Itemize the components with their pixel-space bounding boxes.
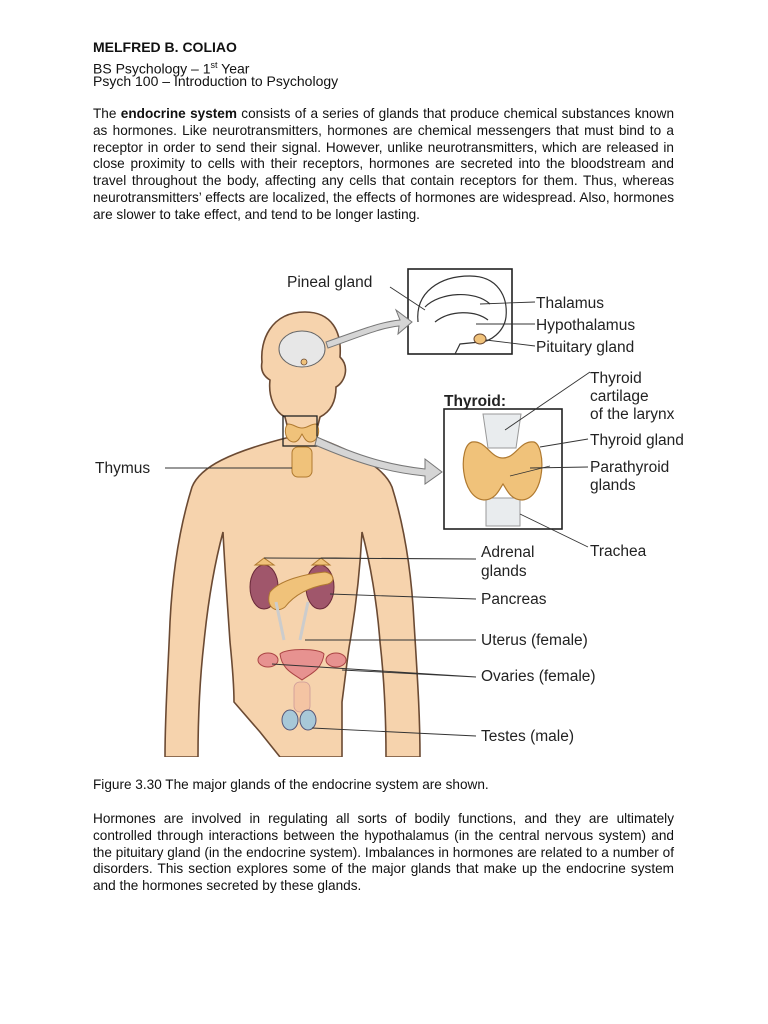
- left-ovary: [258, 653, 278, 667]
- label-pineal-gland: Pineal gland: [287, 274, 373, 291]
- label-trachea: Trachea: [590, 543, 647, 560]
- intro-term: endocrine system: [120, 106, 237, 121]
- label-pituitary-gland: Pituitary gland: [536, 339, 635, 356]
- label-thyroid-gland: Thyroid gland: [590, 432, 684, 449]
- label-parathyroid-1: Parathyroid: [590, 459, 670, 476]
- course-superscript: st: [210, 60, 218, 70]
- label-parathyroid-2: glands: [590, 477, 636, 494]
- label-adrenal-2: glands: [481, 563, 527, 580]
- label-ovaries: Ovaries (female): [481, 668, 596, 685]
- course-year: Year: [217, 60, 250, 77]
- right-ovary: [326, 653, 346, 667]
- label-hypothalamus: Hypothalamus: [536, 317, 636, 334]
- label-thalamus: Thalamus: [536, 295, 605, 312]
- pituitary-dot: [301, 359, 307, 365]
- penis: [294, 682, 310, 712]
- label-testes: Testes (male): [481, 728, 575, 745]
- endocrine-figure: [80, 262, 720, 757]
- course-text: BS Psychology – 1: [93, 60, 211, 77]
- intro-paragraph: [93, 106, 674, 224]
- label-thyroid-cartilage-1: Thyroid: [590, 370, 642, 387]
- endocrine-diagram: [80, 262, 720, 757]
- inset-trachea: [486, 498, 520, 526]
- inset-larynx: [483, 414, 521, 448]
- inset-pituitary: [474, 334, 486, 344]
- class-line: Psych 100 – Introduction to Psychology: [93, 73, 339, 89]
- left-testis: [282, 710, 298, 730]
- figure-caption: Figure 3.30 The major glands of the endocrine system are shown.: [93, 777, 489, 792]
- right-testis: [300, 710, 316, 730]
- label-pancreas: Pancreas: [481, 591, 547, 608]
- author-name: MELFRED B. COLIAO: [93, 39, 237, 55]
- brain-arrow: [326, 310, 412, 348]
- intro-post: consists of a series of glands that produce chemical substances known as hormones. Like neurotransmitters, hormones are chemical messengers that must bind to a receptor in order to send their signal. However, unlike neurotransmitters, which are released in close proximity to cells with their receptors, hormones are secreted into the bloodstream and travel throughout the body, affecting any cells that contain receptors for them. Thus, whereas neurotransmitters’ effects are localized, the effects of hormones are widespread. Also, hormones are slower to take effect, and tend to be longer lasting.: [93, 106, 674, 222]
- label-uterus: Uterus (female): [481, 632, 588, 649]
- label-thyroid-cartilage-2: cartilage: [590, 388, 649, 405]
- label-thymus: Thymus: [95, 460, 151, 477]
- label-thyroid-cartilage-3: of the larynx: [590, 406, 675, 423]
- body-paragraph: Hormones are involved in regulating all sorts of bodily functions, and they are ultimately controlled through interactions between the hypothalamus (in the central nervous system) and the pituitary gland (in the endocrine system). Imbalances in hormones are related to a number of disorders. This section explores some of the major glands that make up the endocrine system and the hormones secreted by these glands.: [93, 811, 674, 894]
- thymus: [292, 447, 312, 477]
- intro-pre: The: [93, 106, 121, 121]
- body-silhouette: [165, 312, 420, 757]
- label-thyroid-title: Thyroid:: [444, 393, 506, 410]
- label-adrenal-1: Adrenal: [481, 544, 535, 561]
